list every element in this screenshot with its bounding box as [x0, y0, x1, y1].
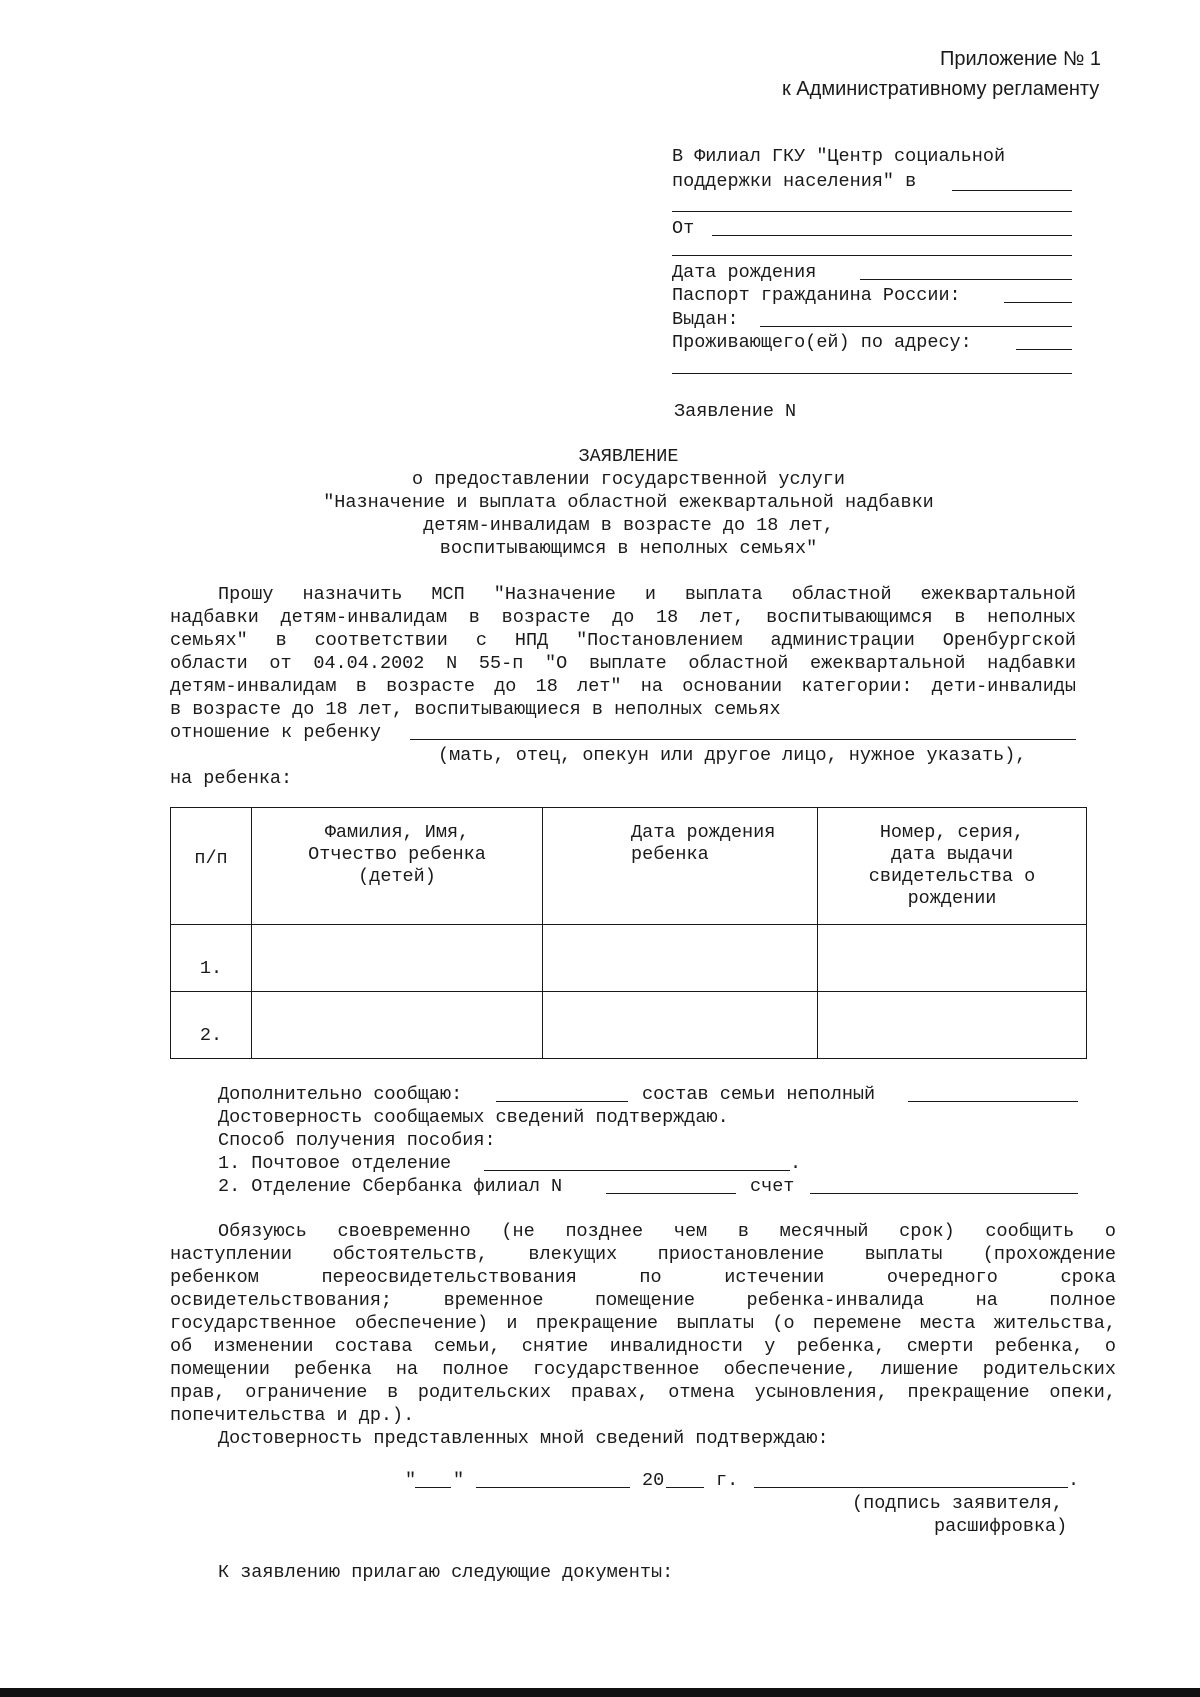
request-line-6: в возрасте до 18 лет, воспитывающиеся в неполных семьях [170, 699, 781, 720]
address-field-line[interactable] [1016, 349, 1072, 350]
table-header-cell [252, 808, 543, 925]
appendix-line-1: Приложение № 1 [940, 48, 1101, 70]
table-cell [171, 925, 252, 992]
obligation-line-5: государственное обеспечение) и прекращение выплаты (о перемене места жительства, [170, 1313, 1116, 1334]
request-line-3: семьях" в соответствии с НПД "Постановлением администрации Оренбургской [170, 630, 1076, 651]
account-field-line[interactable] [810, 1193, 1078, 1194]
children-table [170, 807, 1087, 1059]
request-line-4: области от 04.04.2002 N 55-п "О выплате областной ежеквартальной надбавки [170, 653, 1076, 674]
from-label: От [672, 218, 695, 239]
table-cell[interactable] [543, 992, 818, 1059]
header-certificate: Номер, серия, дата выдачи свидетельства о рождении [868, 822, 1036, 909]
relation-field-line[interactable] [410, 739, 1076, 740]
obligation-line-7: помещении ребенка на полное государственное обеспечение, лишение родительских [170, 1359, 1116, 1380]
table-header-cell [543, 808, 818, 925]
payment-method-label: Способ получения пособия: [218, 1130, 496, 1151]
address-label: Проживающего(ей) по адресу: [672, 332, 972, 353]
attachments-label: К заявлению прилагаю следующие документы: [218, 1562, 674, 1583]
row-number: 1. [199, 958, 223, 979]
branch-field-line-2[interactable] [672, 211, 1072, 212]
addressee-line-2: поддержки населения" в [672, 171, 917, 192]
request-line-1: Прошу назначить МСП "Назначение и выплата областной ежеквартальной [218, 584, 1076, 605]
account-label: счет [750, 1176, 795, 1197]
date-quote-open: " [405, 1470, 417, 1491]
application-number-label: Заявление N [674, 401, 797, 422]
request-line-5: детям-инвалидам в возрасте до 18 лет" на основании категории: дети-инвалиды [170, 676, 1076, 697]
doc-subtitle-2: "Назначение и выплата областной ежеквартальной надбавки [323, 492, 934, 513]
date-quote-close: " [453, 1470, 465, 1491]
bank-branch-field-line[interactable] [606, 1193, 736, 1194]
table-header-row [171, 808, 1087, 925]
table-cell[interactable] [818, 925, 1087, 992]
header-birth-date: Дата рождения ребенка [631, 822, 776, 865]
from-field-line-2[interactable] [672, 255, 1072, 256]
obligation-line-1: Обязуюсь своевременно (не позднее чем в месячный срок) сообщить о [218, 1221, 1116, 1242]
doc-title: ЗАЯВЛЕНИЕ [578, 446, 679, 467]
table-cell[interactable] [818, 992, 1087, 1059]
addressee-line-1: В Филиал ГКУ "Центр социальной [672, 146, 1006, 167]
year-suffix: г. [716, 1470, 739, 1491]
address-field-line-2[interactable] [672, 373, 1072, 374]
relation-hint: (мать, отец, опекун или другое лицо, нужное указать), [438, 745, 1027, 766]
day-field-line[interactable] [415, 1487, 451, 1488]
table-header-cell [818, 808, 1087, 925]
header-child-name: Фамилия, Имя, Отчество ребенка (детей) [308, 822, 486, 887]
birth-date-field-line[interactable] [860, 279, 1072, 280]
signature-caption-2: расшифровка) [934, 1516, 1068, 1537]
row-number: 2. [199, 1025, 223, 1046]
year-field-line[interactable] [666, 1487, 704, 1488]
obligation-line-3: ребенком переосвидетельствования по истечении очередного срока [170, 1267, 1116, 1288]
family-field-line[interactable] [908, 1101, 1078, 1102]
doc-subtitle-1: о предоставлении государственной услуги [412, 469, 845, 490]
table-row [171, 992, 1087, 1059]
appendix-line-2: к Административному регламенту [782, 78, 1100, 100]
obligation-line-2: наступлении обстоятельств, влекущих приостановление выплаты (прохождение [170, 1244, 1116, 1265]
birth-date-label: Дата рождения [672, 262, 817, 283]
year-prefix: 20 [642, 1470, 665, 1491]
child-label: на ребенка: [170, 768, 293, 789]
scan-edge-bar [0, 1688, 1200, 1697]
table-row [171, 925, 1087, 992]
additional-info-field-line[interactable] [496, 1101, 628, 1102]
passport-field-line[interactable] [1004, 302, 1072, 303]
signature-dot: . [1068, 1470, 1080, 1491]
signature-field-line[interactable] [754, 1487, 1068, 1488]
table-cell [171, 992, 252, 1059]
obligation-line-4: освидетельствования; временное помещение ребенка-инвалида на полное [170, 1290, 1116, 1311]
table-cell[interactable] [252, 992, 543, 1059]
obligation-line-8: прав, ограничение в родительских правах, отмена усыновления, прекращение опеки, [170, 1382, 1116, 1403]
bank-branch-label: 2. Отделение Сбербанка филиал N [218, 1176, 563, 1197]
table-cell[interactable] [543, 925, 818, 992]
doc-subtitle-4: воспитывающимся в неполных семьях" [439, 538, 818, 559]
additional-info-label: Дополнительно сообщаю: [218, 1084, 463, 1105]
post-office-dot: . [790, 1153, 802, 1174]
obligation-line-6: об изменении состава семьи, снятие инвалидности у ребенка, смерти ребенка, о [170, 1336, 1116, 1357]
obligation-confirm: Достоверность представленных мной сведений подтверждаю: [218, 1428, 829, 1449]
table-header-cell [171, 808, 252, 925]
request-line-2: надбавки детям-инвалидам в возрасте до 18 лет, воспитывающимся в неполных [170, 607, 1076, 628]
doc-subtitle-3: детям-инвалидам в возрасте до 18 лет, [423, 515, 834, 536]
obligation-line-9: попечительства и др.). [170, 1405, 415, 1426]
header-number: п/п [194, 848, 228, 869]
from-field-line[interactable] [712, 235, 1072, 236]
post-office-field-line[interactable] [484, 1170, 790, 1171]
issued-field-line[interactable] [760, 326, 1072, 327]
post-office-label: 1. Почтовое отделение [218, 1153, 452, 1174]
passport-label: Паспорт гражданина России: [672, 285, 961, 306]
signature-caption-1: (подпись заявителя, [852, 1493, 1063, 1514]
issued-label: Выдан: [672, 309, 739, 330]
branch-field-line[interactable] [952, 190, 1072, 191]
table-cell[interactable] [252, 925, 543, 992]
relation-label: отношение к ребенку [170, 722, 381, 743]
additional-confirm: Достоверность сообщаемых сведений подтверждаю. [218, 1107, 729, 1128]
family-label: состав семьи неполный [642, 1084, 876, 1105]
month-field-line[interactable] [476, 1487, 630, 1488]
